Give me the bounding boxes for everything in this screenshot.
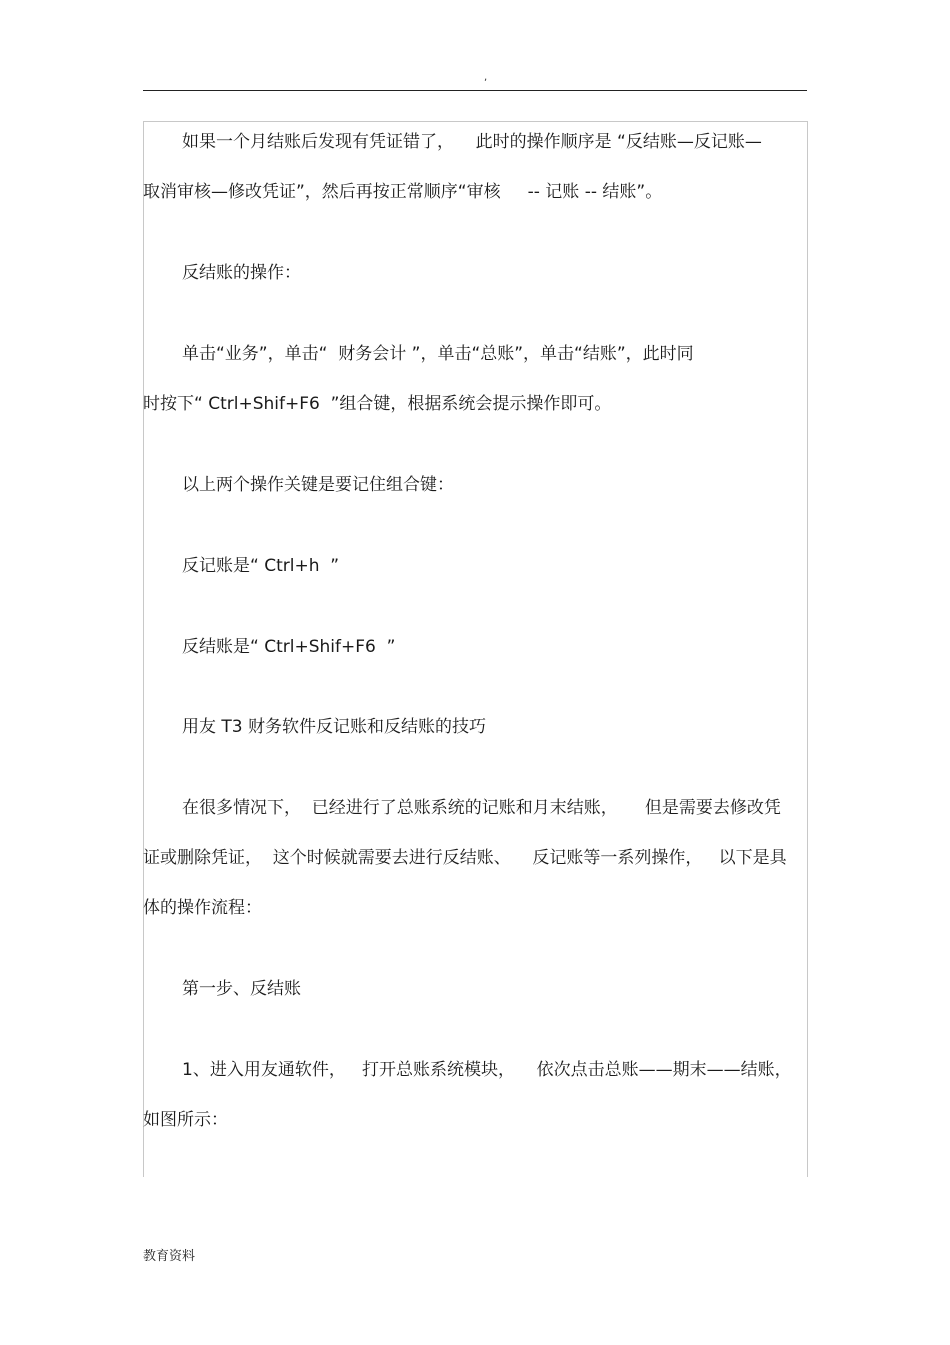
paragraph-line: 如果一个月结账后发现有凭证错了， 此时的操作顺序是 “反结账—反记账—	[182, 132, 762, 152]
paragraph-line: 如图所示：	[143, 1110, 228, 1130]
paragraph-line: 取消审核—修改凭证”，然后再按正常顺序“审核 -- 记账 -- 结账”。	[143, 182, 663, 202]
paragraph-line: 体的操作流程：	[143, 898, 262, 918]
paragraph-line: 用友 T3 财务软件反记账和反结账的技巧	[182, 717, 487, 737]
paragraph-line: 1、进入用友通软件， 打开总账系统模块， 依次点击总账——期末——结账，	[182, 1060, 792, 1080]
page-footer: 教育资料	[143, 1249, 196, 1264]
page-header-mark: ,	[484, 72, 488, 83]
paragraph-line: 单击“业务”，单击“ 财务会计 ”，单击“总账”，单击“结账”，此时同	[182, 344, 694, 364]
paragraph-line: 反记账是“ Ctrl+h ”	[182, 556, 340, 576]
paragraph-line: 以上两个操作关键是要记住组合键：	[182, 475, 454, 495]
paragraph-line: 第一步、反结账	[182, 979, 301, 999]
paragraph-line: 时按下“ Ctrl+Shif+F6 ”组合键，根据系统会提示操作即可。	[143, 394, 612, 414]
paragraph-line: 反结账的操作：	[182, 263, 301, 283]
paragraph-line: 证或删除凭证， 这个时候就需要去进行反结账、 反记账等一系列操作， 以下是具	[143, 848, 787, 868]
paragraph-line: 反结账是“ Ctrl+Shif+F6 ”	[182, 637, 396, 657]
paragraph-line: 在很多情况下， 已经进行了总账系统的记账和月末结账， 但是需要去修改凭	[182, 798, 781, 818]
header-rule	[143, 90, 807, 91]
